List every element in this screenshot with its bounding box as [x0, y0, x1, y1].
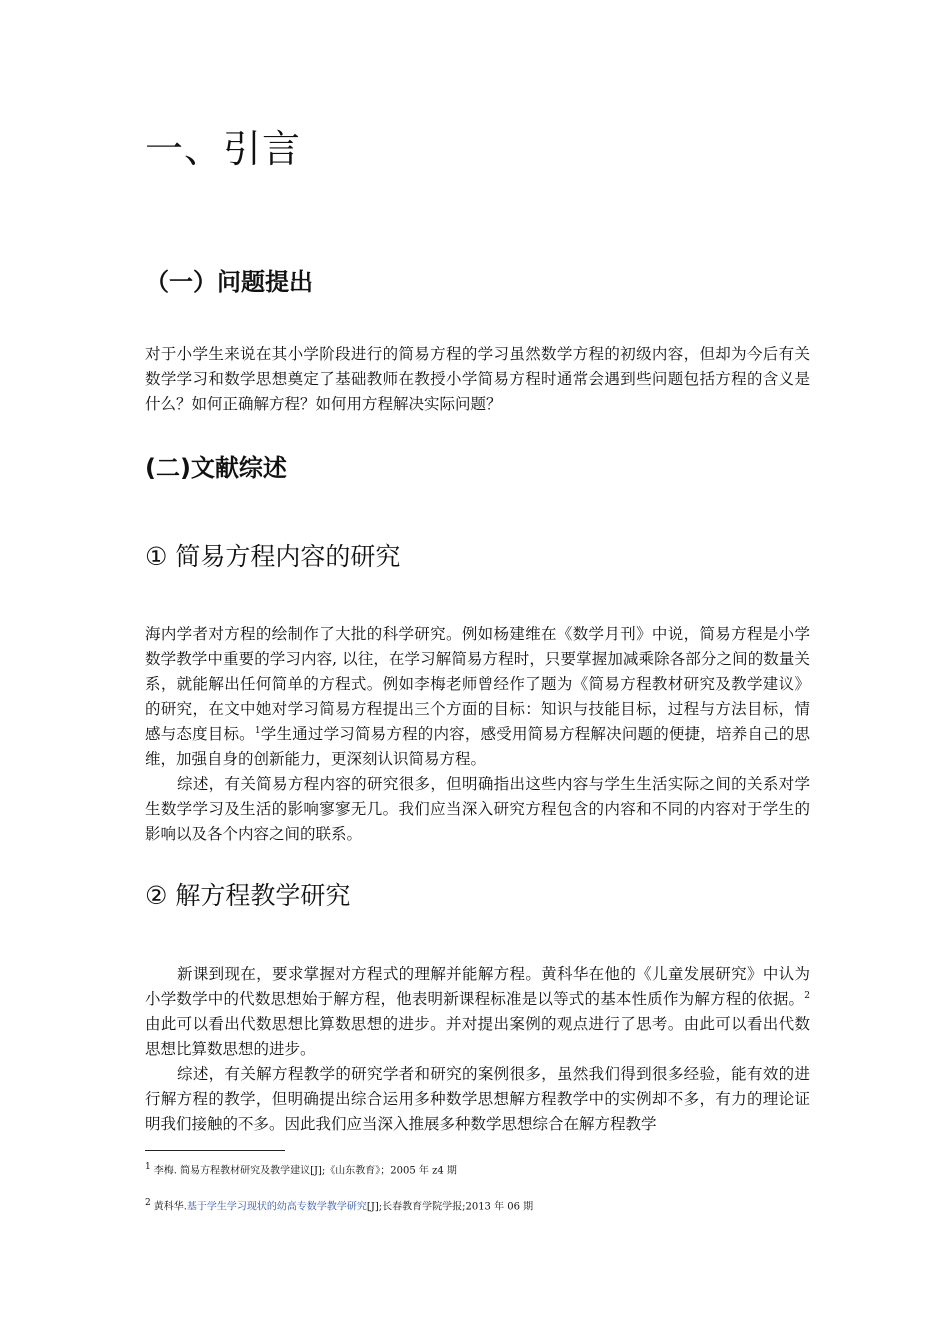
solving-paragraph-2: 综述，有关解方程教学的研究学者和研究的案例很多，虽然我们得到很多经验，能有效的进行解方程的教学，但明确提出综合运用多种数学思想解方程教学中的实例却不多，有力的理论证明我们接触的不多。因此我们应当深入推展多种数学思想综合在解方程教学 [145, 1065, 810, 1133]
solving-paragraph-1 [145, 962, 810, 1062]
subsection-heading-content: ① 简易方程内容的研究 [145, 542, 401, 571]
footnote-2 [145, 1196, 533, 1214]
footnote-number: 1 [145, 1162, 151, 1172]
footnote-number: 2 [145, 1198, 151, 1208]
footnote-ref[interactable]: 1 [254, 725, 261, 736]
footnote-source: [J];长春教育学院学报;2013 年 06 期 [366, 1201, 534, 1213]
content-paragraph-1 [145, 622, 810, 772]
footnote-text: 李梅. 简易方程教材研究及教学建议[J];《山东教育》；2005 年 z4 期 [153, 1165, 457, 1177]
content-paragraph-2: 综述，有关简易方程内容的研究很多，但明确指出这些内容与学生生活实际之间的关系对学生数学学习及生活的影响寥寥无几。我们应当深入研究方程包含的内容和不同的内容对于学生的影响以及各个内容之间的联系。 [145, 775, 810, 843]
section-heading-literature: (二)文献综述 [145, 454, 287, 482]
subsection-heading-solving: ② 解方程教学研究 [145, 881, 351, 910]
problem-paragraph: 对于小学生来说在其小学阶段进行的简易方程的学习虽然数学方程的初级内容，但却为今后有关数学学习和数学思想奠定了基础教师在教授小学简易方程时通常会遇到些问题包括方程的含义是什么？如何正确解方程？如何用方程解决实际问题？ [145, 345, 810, 413]
section-heading-problem: （一）问题提出 [145, 268, 313, 296]
footnote-ref[interactable]: 2 [804, 990, 810, 1001]
footnote-link[interactable]: 基于学生学习现状的幼高专数学教学研究 [186, 1201, 367, 1213]
paragraph-text: 由此可以看出代数思想比算数思想的进步。并对提出案例的观点进行了思考。由此可以看出代数思想比算数思想的进步。 [145, 1015, 810, 1058]
footnote-divider [145, 1150, 285, 1151]
paragraph-text: 新课到现在，要求掌握对方程式的理解并能解方程。黄科华在他的《儿童发展研究》中认为小学数学中的代数思想始于解方程，他表明新课程标准是以等式的基本性质作为解方程的依据。 [145, 965, 810, 1008]
paragraph-text: 学生通过学习简易方程的内容，感受用简易方程解决问题的便捷，培养自己的思维，加强自身的创新能力，更深刻认识简易方程。 [145, 725, 810, 768]
footnote-1 [145, 1160, 457, 1178]
paragraph-text: 海内学者对方程的绘制作了大批的科学研究。例如杨建维在《数学月刊》中说，简易方程是小学数学教学中重要的学习内容, 以往，在学习解简易方程时，只要掌握加减乘除各部分之间的数量关系，就能解出任何简单的方程式。例如李梅老师曾经作了题为《简易方程教材研究及教学建议》的研究，在文中她对学习简易方程提出三个方面的目标：知识与技能目标，过程与方法目标，情感与态度目标。 [145, 625, 810, 743]
chapter-heading: 一、引言 [145, 127, 302, 171]
footnote-author: 黄科华. [153, 1201, 187, 1213]
